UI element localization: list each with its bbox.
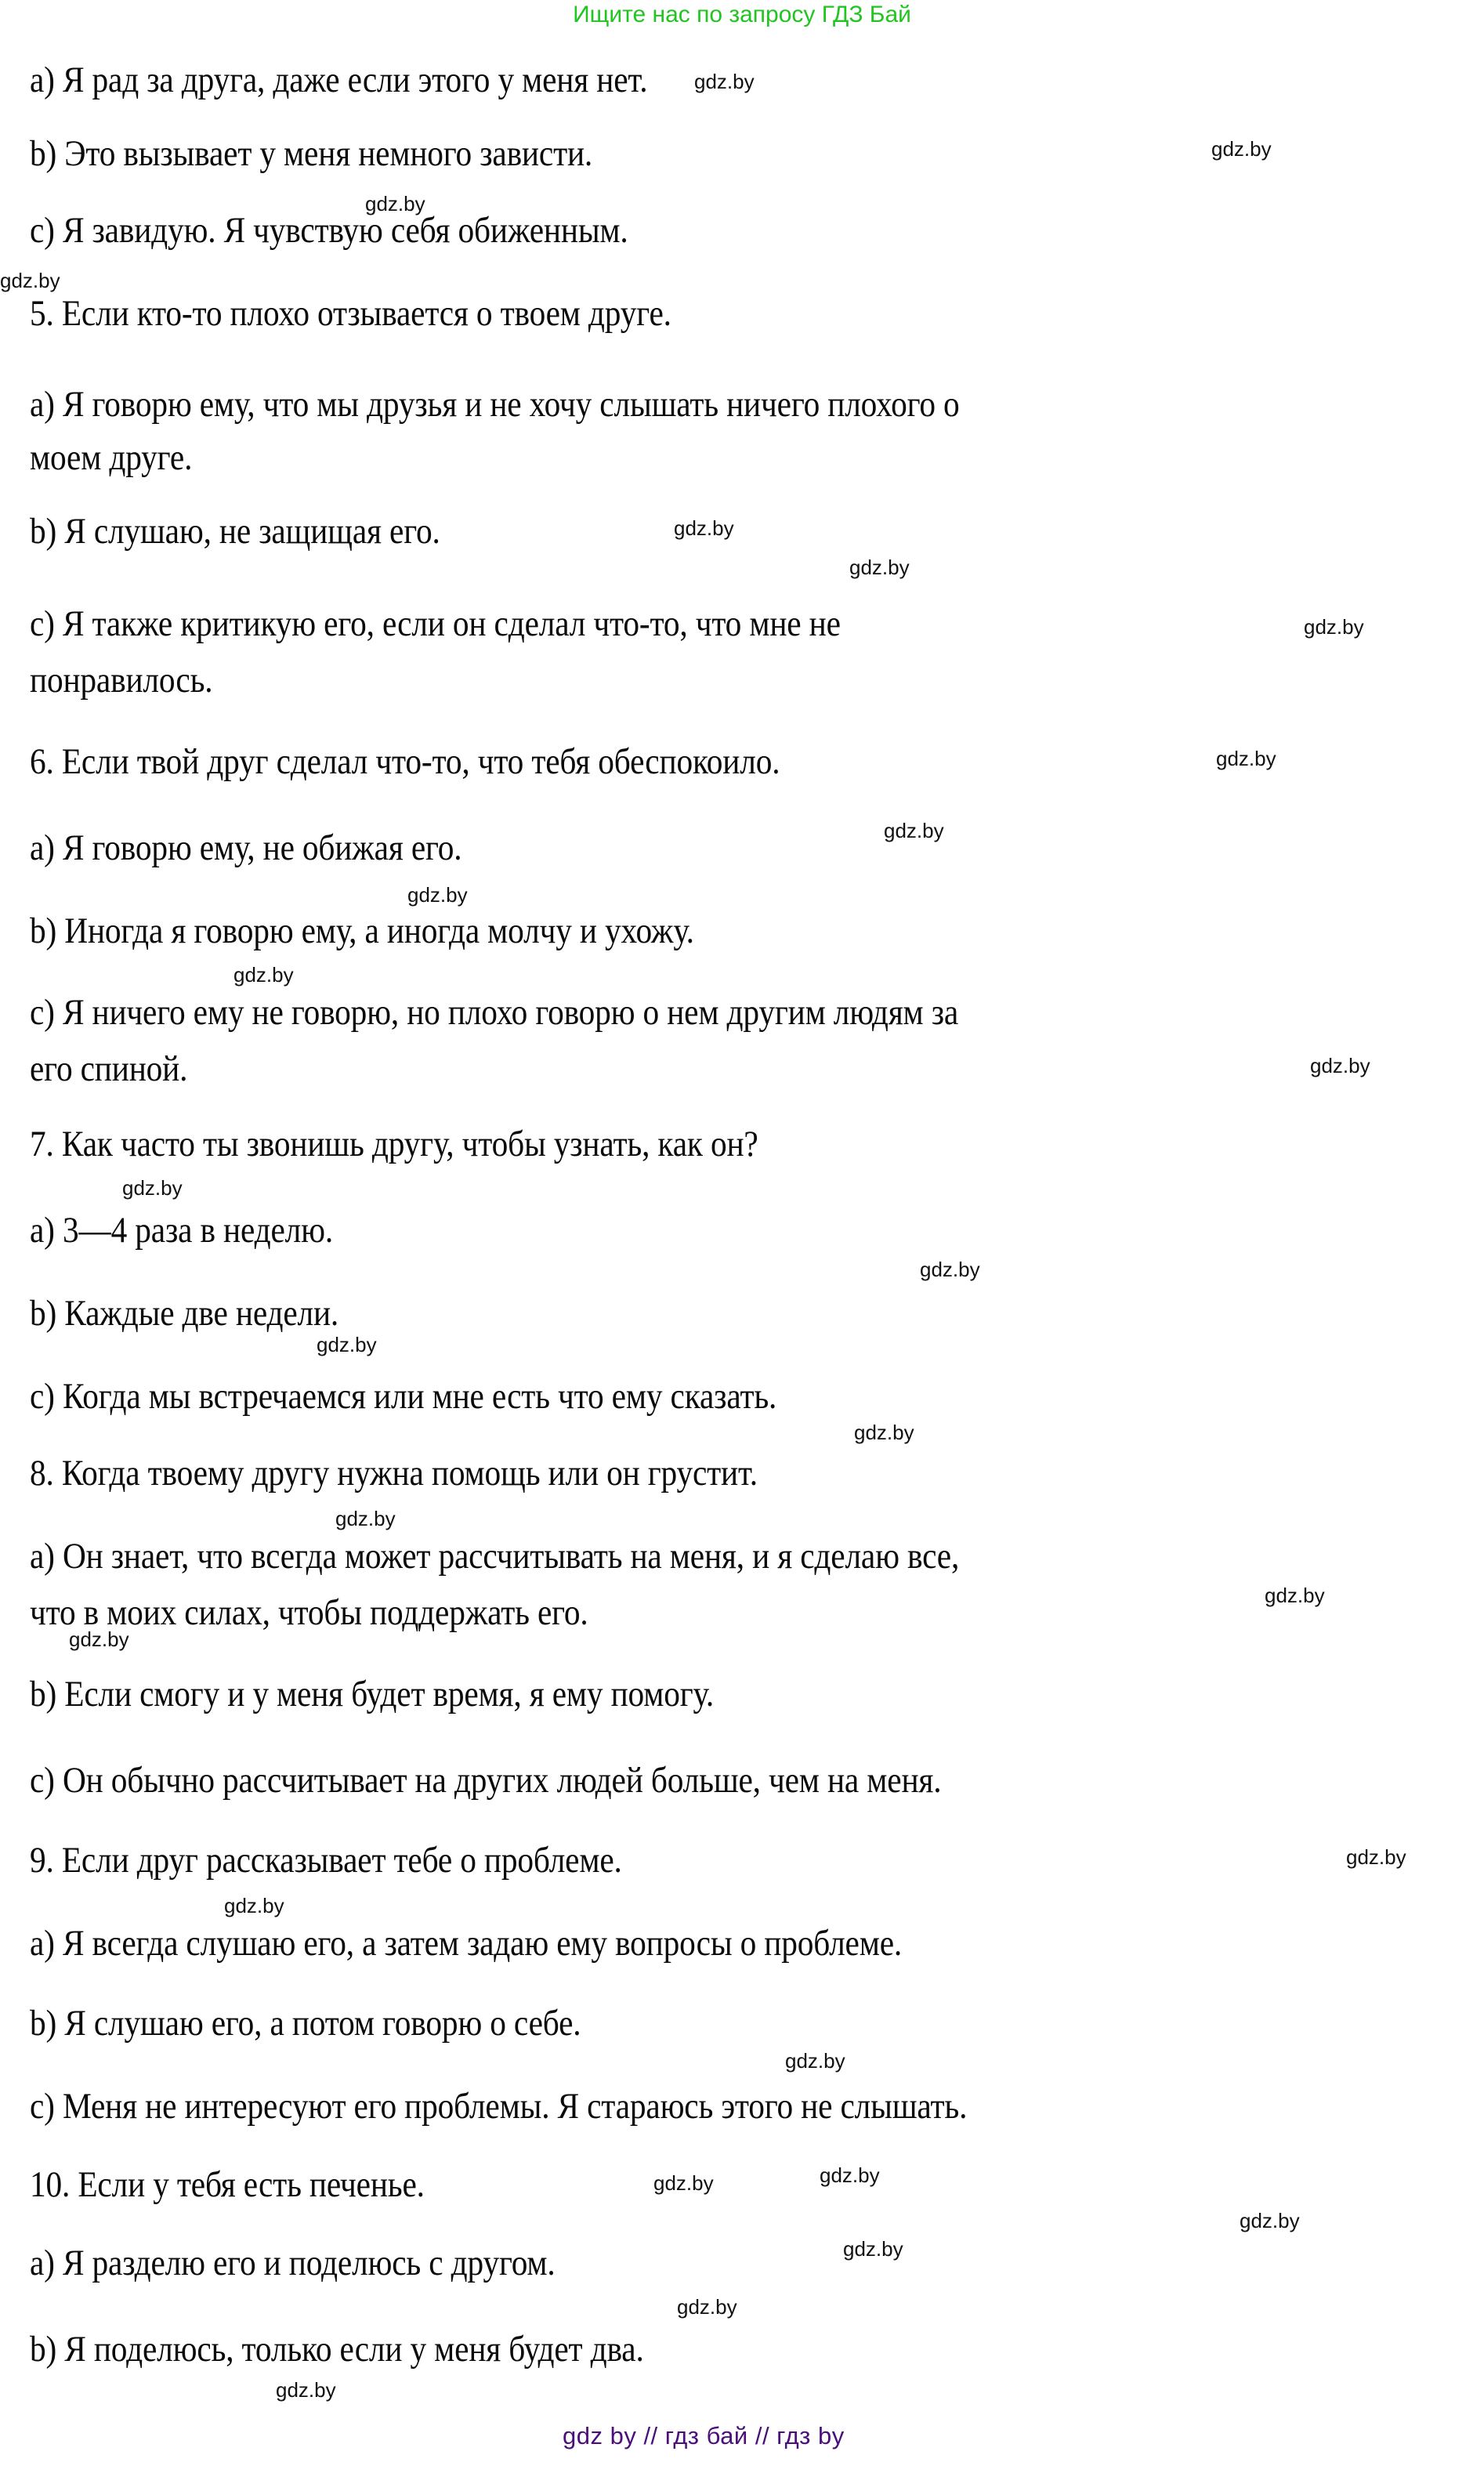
promo-banner: Ищите нас по запросу ГДЗ Бай — [573, 2, 911, 27]
text-line: моем друге. — [30, 437, 193, 478]
text-line: c) Я также критикую его, если он сделал что-то, что мне не — [30, 603, 841, 644]
text-line: b) Я слушаю его, а потом говорю о себе. — [30, 2003, 581, 2044]
watermark-gdz: gdz.by — [1346, 1845, 1406, 1869]
text-line: 8. Когда твоему другу нужна помощь или он грустит. — [30, 1453, 758, 1494]
watermark-gdz: gdz.by — [674, 516, 734, 540]
text-line: b) Я слушаю, не защищая его. — [30, 511, 440, 552]
text-line: c) Меня не интересуют его проблемы. Я стараюсь этого не слышать. — [30, 2086, 968, 2127]
text-line: b) Это вызывает у меня немного зависти. — [30, 133, 593, 174]
watermark-gdz: gdz.by — [694, 70, 755, 93]
text-line: c) Когда мы встречаемся или мне есть что ему сказать. — [30, 1376, 777, 1417]
watermark-gdz: gdz.by — [335, 1507, 396, 1530]
text-line: что в моих силах, чтобы поддержать его. — [30, 1592, 588, 1633]
text-line: a) Я разделю его и поделюсь с другом. — [30, 2243, 556, 2283]
text-line: b) Каждые две недели. — [30, 1293, 339, 1334]
text-line: a) 3—4 раза в неделю. — [30, 1210, 334, 1251]
watermark-gdz: gdz.by — [0, 269, 60, 292]
watermark-gdz: gdz.by — [854, 1421, 914, 1444]
watermark-gdz: gdz.by — [785, 2049, 845, 2073]
text-line: 9. Если друг рассказывает тебе о проблеме. — [30, 1840, 622, 1881]
text-line: a) Он знает, что всегда может рассчитывать на меня, и я сделаю все, — [30, 1536, 960, 1577]
watermark-gdz: gdz.by — [317, 1333, 377, 1356]
watermark-gdz: gdz.by — [1240, 2209, 1300, 2232]
text-line: 10. Если у тебя есть печенье. — [30, 2164, 425, 2205]
watermark-gdz: gdz.by — [677, 2295, 737, 2319]
watermark-gdz: gdz.by — [1216, 747, 1276, 770]
watermark-gdz: gdz.by — [1211, 137, 1272, 161]
watermark-gdz: gdz.by — [1310, 1054, 1370, 1077]
watermark-gdz: gdz.by — [233, 963, 294, 987]
text-line: b) Если смогу и у меня будет время, я ему помогу. — [30, 1674, 715, 1714]
watermark-gdz: gdz.by — [920, 1258, 980, 1281]
watermark-gdz: gdz.by — [1304, 615, 1364, 639]
text-line: 6. Если твой друг сделал что-то, что тебя обеспокоило. — [30, 741, 780, 782]
watermark-gdz: gdz.by — [122, 1176, 183, 1200]
text-line: понравилось. — [30, 660, 213, 701]
watermark-gdz: gdz.by — [365, 192, 425, 215]
watermark-gdz: gdz.by — [653, 2171, 714, 2195]
text-line: 5. Если кто-то плохо отзывается о твоем друге. — [30, 293, 671, 334]
text-line: a) Я говорю ему, не обижая его. — [30, 827, 462, 868]
text-line: a) Я всегда слушаю его, а затем задаю ему вопросы о проблеме. — [30, 1923, 903, 1964]
text-line: его спиной. — [30, 1048, 188, 1089]
text-line: b) Иногда я говорю ему, а иногда молчу и ухожу. — [30, 911, 694, 951]
watermark-gdz: gdz.by — [224, 1894, 284, 1917]
watermark-gdz: gdz.by — [843, 2237, 903, 2261]
text-line: a) Я говорю ему, что мы друзья и не хочу слышать ничего плохого о — [30, 384, 960, 425]
text-line: c) Он обычно рассчитывает на других людей больше, чем на меня. — [30, 1760, 942, 1801]
watermark-gdz: gdz.by — [276, 2378, 336, 2402]
watermark-gdz: gdz.by — [849, 556, 910, 579]
watermark-gdz: gdz.by — [69, 1627, 129, 1651]
text-line: c) Я ничего ему не говорю, но плохо говорю о нем другим людям за — [30, 992, 959, 1033]
text-line: c) Я завидую. Я чувствую себя обиженным. — [30, 210, 628, 251]
watermark-gdz: gdz.by — [407, 883, 468, 907]
watermark-gdz: gdz.by — [1265, 1584, 1325, 1607]
text-line: 7. Как часто ты звонишь другу, чтобы узнать, как он? — [30, 1124, 758, 1164]
watermark-gdz: gdz.by — [820, 2163, 880, 2187]
text-line: a) Я рад за друга, даже если этого у меня нет. — [30, 60, 648, 100]
text-line: b) Я поделюсь, только если у меня будет два. — [30, 2329, 644, 2370]
watermark-gdz: gdz.by — [884, 819, 944, 842]
footer-site-links: gdz by // гдз бай // гдз by — [563, 2422, 845, 2449]
